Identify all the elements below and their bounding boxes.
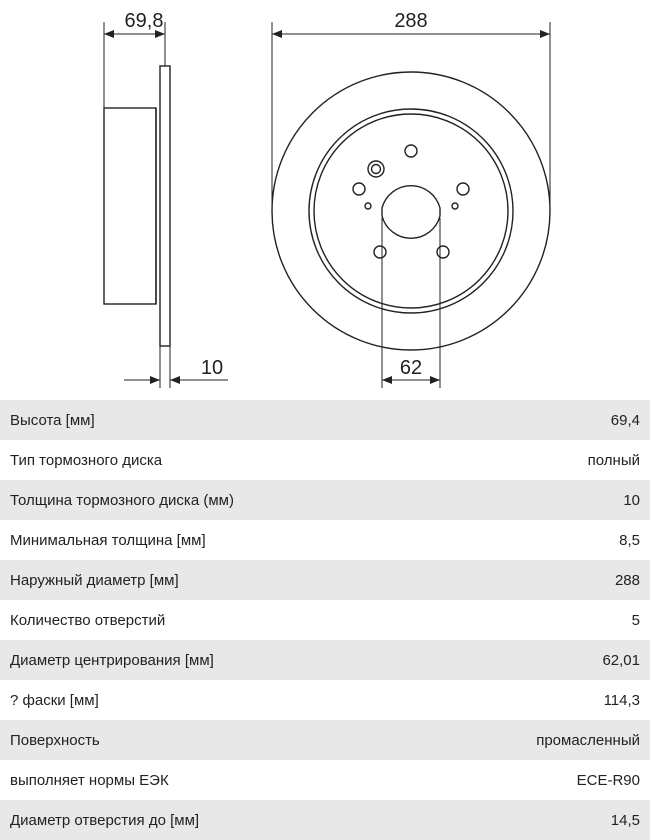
spec-row-hole-count	[0, 600, 650, 640]
inner-rim-inner-edge	[314, 114, 508, 308]
spec-label: Поверхность	[10, 731, 100, 749]
spec-row-disc-type	[0, 440, 650, 480]
height-dimension-label: 69,8	[124, 10, 164, 32]
bolt-hole-upper-right	[457, 183, 469, 195]
spec-label: Диаметр центрирования [мм]	[10, 651, 214, 669]
spec-label: ? фаски [мм]	[10, 691, 99, 709]
spec-row-centering-diameter	[0, 640, 650, 680]
spec-value: 69,4	[610, 411, 640, 429]
spec-value: 10	[623, 491, 640, 509]
spec-value: 114,3	[603, 691, 640, 709]
spec-value: 8,5	[619, 531, 640, 549]
bolt-hole-upper-left	[353, 183, 365, 195]
spec-row-min-thickness	[0, 520, 650, 560]
spec-row-height	[0, 400, 650, 440]
spec-label: выполняет нормы ЕЭК	[10, 771, 169, 789]
outer-diameter-label: 288	[394, 10, 428, 32]
spec-row-ece-norm	[0, 760, 650, 800]
locating-hole-inner	[372, 165, 381, 174]
spec-label: Высота [мм]	[10, 411, 95, 429]
spec-row-chamfer	[0, 680, 650, 720]
spec-label: Количество отверстий	[10, 611, 166, 629]
spec-value: полный	[587, 451, 640, 469]
specifications-table	[0, 400, 650, 840]
spec-value: промасленный	[536, 731, 640, 749]
friction-ring-section	[160, 66, 170, 346]
spec-label: Наружный диаметр [мм]	[10, 571, 179, 589]
spec-label: Минимальная толщина [мм]	[10, 531, 206, 549]
thickness-dimension-label: 10	[200, 357, 224, 379]
bolt-hole-lower-left	[374, 246, 386, 258]
spec-label: Толщина тормозного диска (мм)	[10, 491, 234, 509]
side-view	[104, 22, 170, 388]
spec-label: Диаметр отверстия до [мм]	[10, 811, 200, 829]
spec-row-surface	[0, 720, 650, 760]
bolt-hole-top	[405, 145, 417, 157]
inner-rim-outer-edge	[309, 109, 513, 313]
center-bore-label: 62	[399, 357, 423, 379]
locating-hole-outer	[368, 161, 384, 177]
spec-value: 5	[631, 611, 640, 629]
pin-hole-right	[452, 203, 458, 209]
bolt-hole-lower-right	[437, 246, 449, 258]
spec-value: ECE-R90	[576, 771, 640, 789]
technical-drawing-svg	[0, 0, 650, 400]
spec-row-disc-thickness	[0, 480, 650, 520]
front-view	[272, 22, 550, 388]
center-bore	[382, 186, 440, 239]
spec-row-outer-diameter	[0, 560, 650, 600]
hat-section	[104, 108, 156, 304]
spec-value: 14,5	[610, 811, 640, 829]
spec-row-hole-diameter	[0, 800, 650, 840]
brake-disc-drawing	[0, 0, 650, 400]
pin-hole-left	[365, 203, 371, 209]
spec-value: 288	[614, 571, 640, 589]
spec-value: 62,01	[602, 651, 640, 669]
spec-label: Тип тормозного диска	[10, 451, 163, 469]
